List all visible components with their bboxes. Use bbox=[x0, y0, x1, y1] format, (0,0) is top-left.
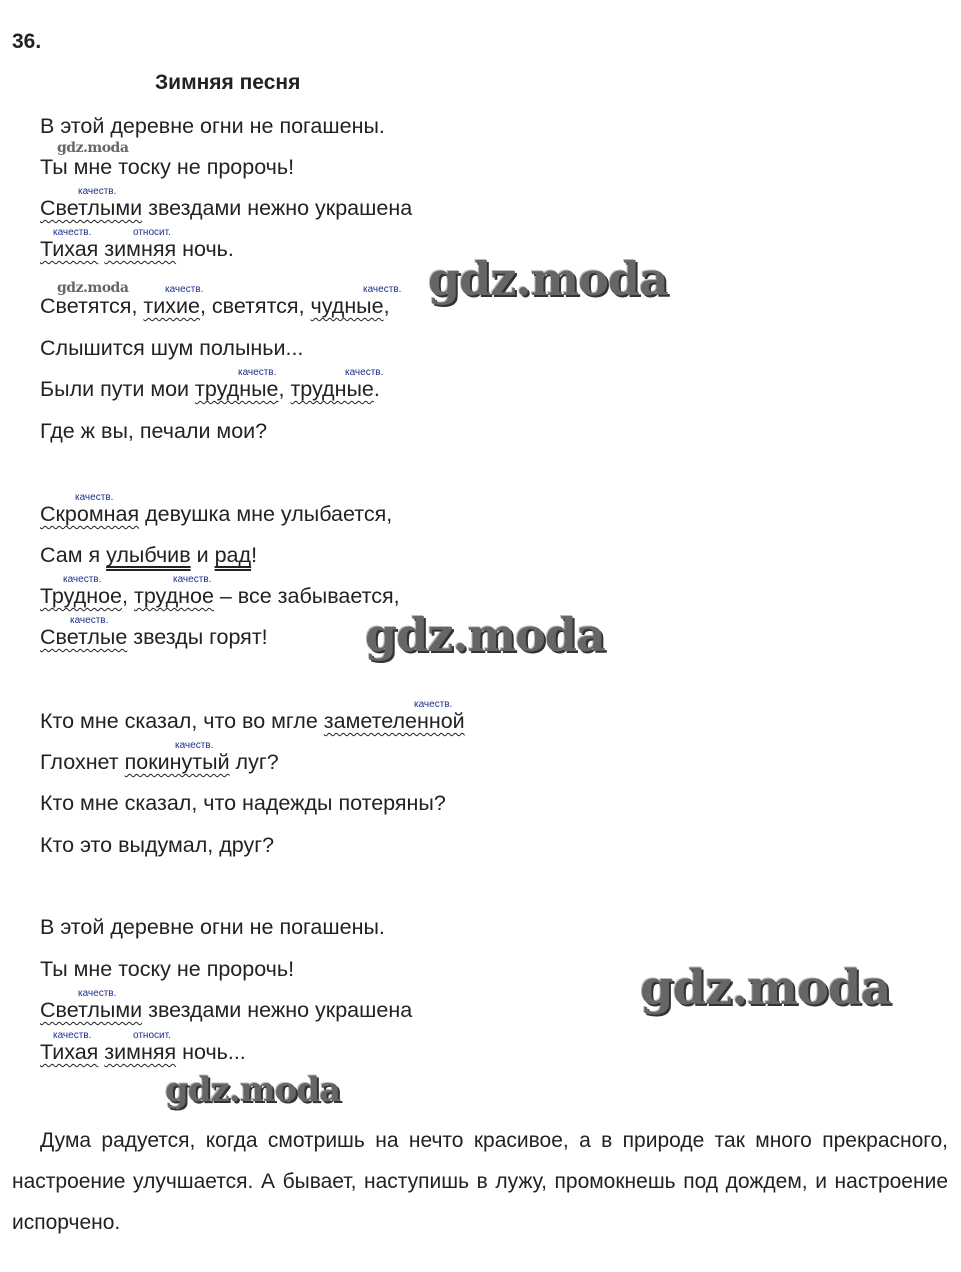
adjective: Скромная bbox=[40, 502, 140, 526]
watermark: gdz.moda bbox=[640, 960, 891, 1016]
prose-paragraph: Дума радуется, когда смотришь на нечто красивое, а в природе так много прекрасного, настроение улучшается. А бывает, наступишь в лужу, промокнешь под дождем, и настроение испорчено. bbox=[12, 1129, 948, 1234]
watermark: gdz.moda bbox=[428, 252, 668, 306]
short-adjective: рад bbox=[214, 543, 252, 567]
poem-line: Ты мне тоску не пророчь! bbox=[40, 155, 295, 179]
adjective: зимняя bbox=[104, 1040, 177, 1064]
adjective: трудные bbox=[290, 377, 374, 401]
line-text: , светятся, bbox=[199, 294, 311, 318]
adjective: покинутый bbox=[124, 750, 230, 774]
grammar-note: качеств. bbox=[165, 284, 204, 295]
line-text: Сам я bbox=[40, 543, 107, 567]
adjective: зимняя bbox=[104, 237, 177, 261]
poem-line bbox=[40, 194, 412, 222]
watermark-small: gdz.moda bbox=[57, 140, 129, 156]
line-text: ! bbox=[251, 543, 258, 567]
poem-line bbox=[40, 623, 268, 651]
watermark: gdz.moda bbox=[165, 1070, 341, 1110]
grammar-note: качеств. bbox=[53, 227, 92, 238]
adjective: Светлые bbox=[40, 625, 128, 649]
grammar-note: качеств. bbox=[345, 367, 384, 378]
line-text: . bbox=[373, 377, 380, 401]
grammar-note: качеств. bbox=[175, 740, 214, 751]
adjective: Тихая bbox=[40, 1040, 99, 1064]
watermark-small: gdz.moda bbox=[57, 280, 129, 296]
line-text: девушка мне улыбается, bbox=[139, 502, 393, 526]
adjective: трудные bbox=[195, 377, 279, 401]
line-text: звездами нежно украшена bbox=[142, 196, 413, 220]
grammar-note: качеств. bbox=[78, 186, 117, 197]
adjective: Светлыми bbox=[40, 196, 143, 220]
poem-line: В этой деревне огни не погашены. bbox=[40, 114, 385, 138]
poem-line: Кто это выдумал, друг? bbox=[40, 833, 275, 857]
poem-line: Ты мне тоску не пророчь! bbox=[40, 957, 295, 981]
poem-line bbox=[40, 582, 400, 610]
line-text: , bbox=[122, 584, 134, 608]
adjective: Трудное bbox=[40, 584, 123, 608]
poem-line bbox=[40, 996, 412, 1024]
grammar-note: качеств. bbox=[70, 615, 109, 626]
poem-line bbox=[40, 500, 392, 528]
adjective: тихие bbox=[143, 294, 200, 318]
grammar-note: качеств. bbox=[63, 574, 102, 585]
watermark: gdz.moda bbox=[365, 608, 605, 662]
line-text: , bbox=[383, 294, 390, 318]
grammar-note: относит. bbox=[133, 1030, 171, 1041]
poem-line: Кто мне сказал, что надежды потеряны? bbox=[40, 791, 446, 815]
adjective: Светлыми bbox=[40, 998, 143, 1022]
line-text: ночь. bbox=[176, 237, 234, 261]
line-text: Кто мне сказал, что во мгле bbox=[40, 709, 324, 733]
line-text: , bbox=[278, 377, 291, 401]
grammar-note: качеств. bbox=[414, 699, 453, 710]
line-text: и bbox=[190, 543, 215, 567]
poem-line bbox=[40, 375, 380, 403]
grammar-note: относит. bbox=[133, 227, 171, 238]
adjective: трудное bbox=[133, 584, 214, 608]
line-text: звездами нежно украшена bbox=[142, 998, 413, 1022]
poem-line bbox=[40, 292, 390, 320]
grammar-note: качеств. bbox=[75, 492, 114, 503]
line-text: Глохнет bbox=[40, 750, 125, 774]
grammar-note: качеств. bbox=[363, 284, 402, 295]
grammar-note: качеств. bbox=[53, 1030, 92, 1041]
grammar-note: качеств. bbox=[78, 988, 117, 999]
grammar-note: качеств. bbox=[238, 367, 277, 378]
short-adjective: улыбчив bbox=[106, 543, 191, 567]
line-text: – все забывается, bbox=[213, 584, 400, 608]
grammar-note: качеств. bbox=[173, 574, 212, 585]
adjective: Тихая bbox=[40, 237, 99, 261]
exercise-number: 36. bbox=[12, 30, 42, 53]
line-text: Были пути мои bbox=[40, 377, 196, 401]
adjective: чудные bbox=[310, 294, 384, 318]
poem-line bbox=[40, 235, 234, 263]
poem-line: Где ж вы, печали мои? bbox=[40, 419, 268, 443]
line-text: Светятся, bbox=[40, 294, 144, 318]
poem-title: Зимняя песня bbox=[155, 71, 301, 94]
poem-line: В этой деревне огни не погашены. bbox=[40, 915, 385, 939]
poem-line bbox=[40, 707, 465, 735]
line-text: луг? bbox=[229, 750, 279, 774]
poem-line: Слышится шум полыньи... bbox=[40, 336, 304, 360]
poem-line bbox=[40, 748, 279, 776]
poem-line bbox=[40, 1038, 246, 1066]
line-text: ночь... bbox=[176, 1040, 246, 1064]
adjective: заметеленной bbox=[323, 709, 465, 733]
line-text: звезды горят! bbox=[127, 625, 268, 649]
poem-line bbox=[40, 541, 257, 569]
